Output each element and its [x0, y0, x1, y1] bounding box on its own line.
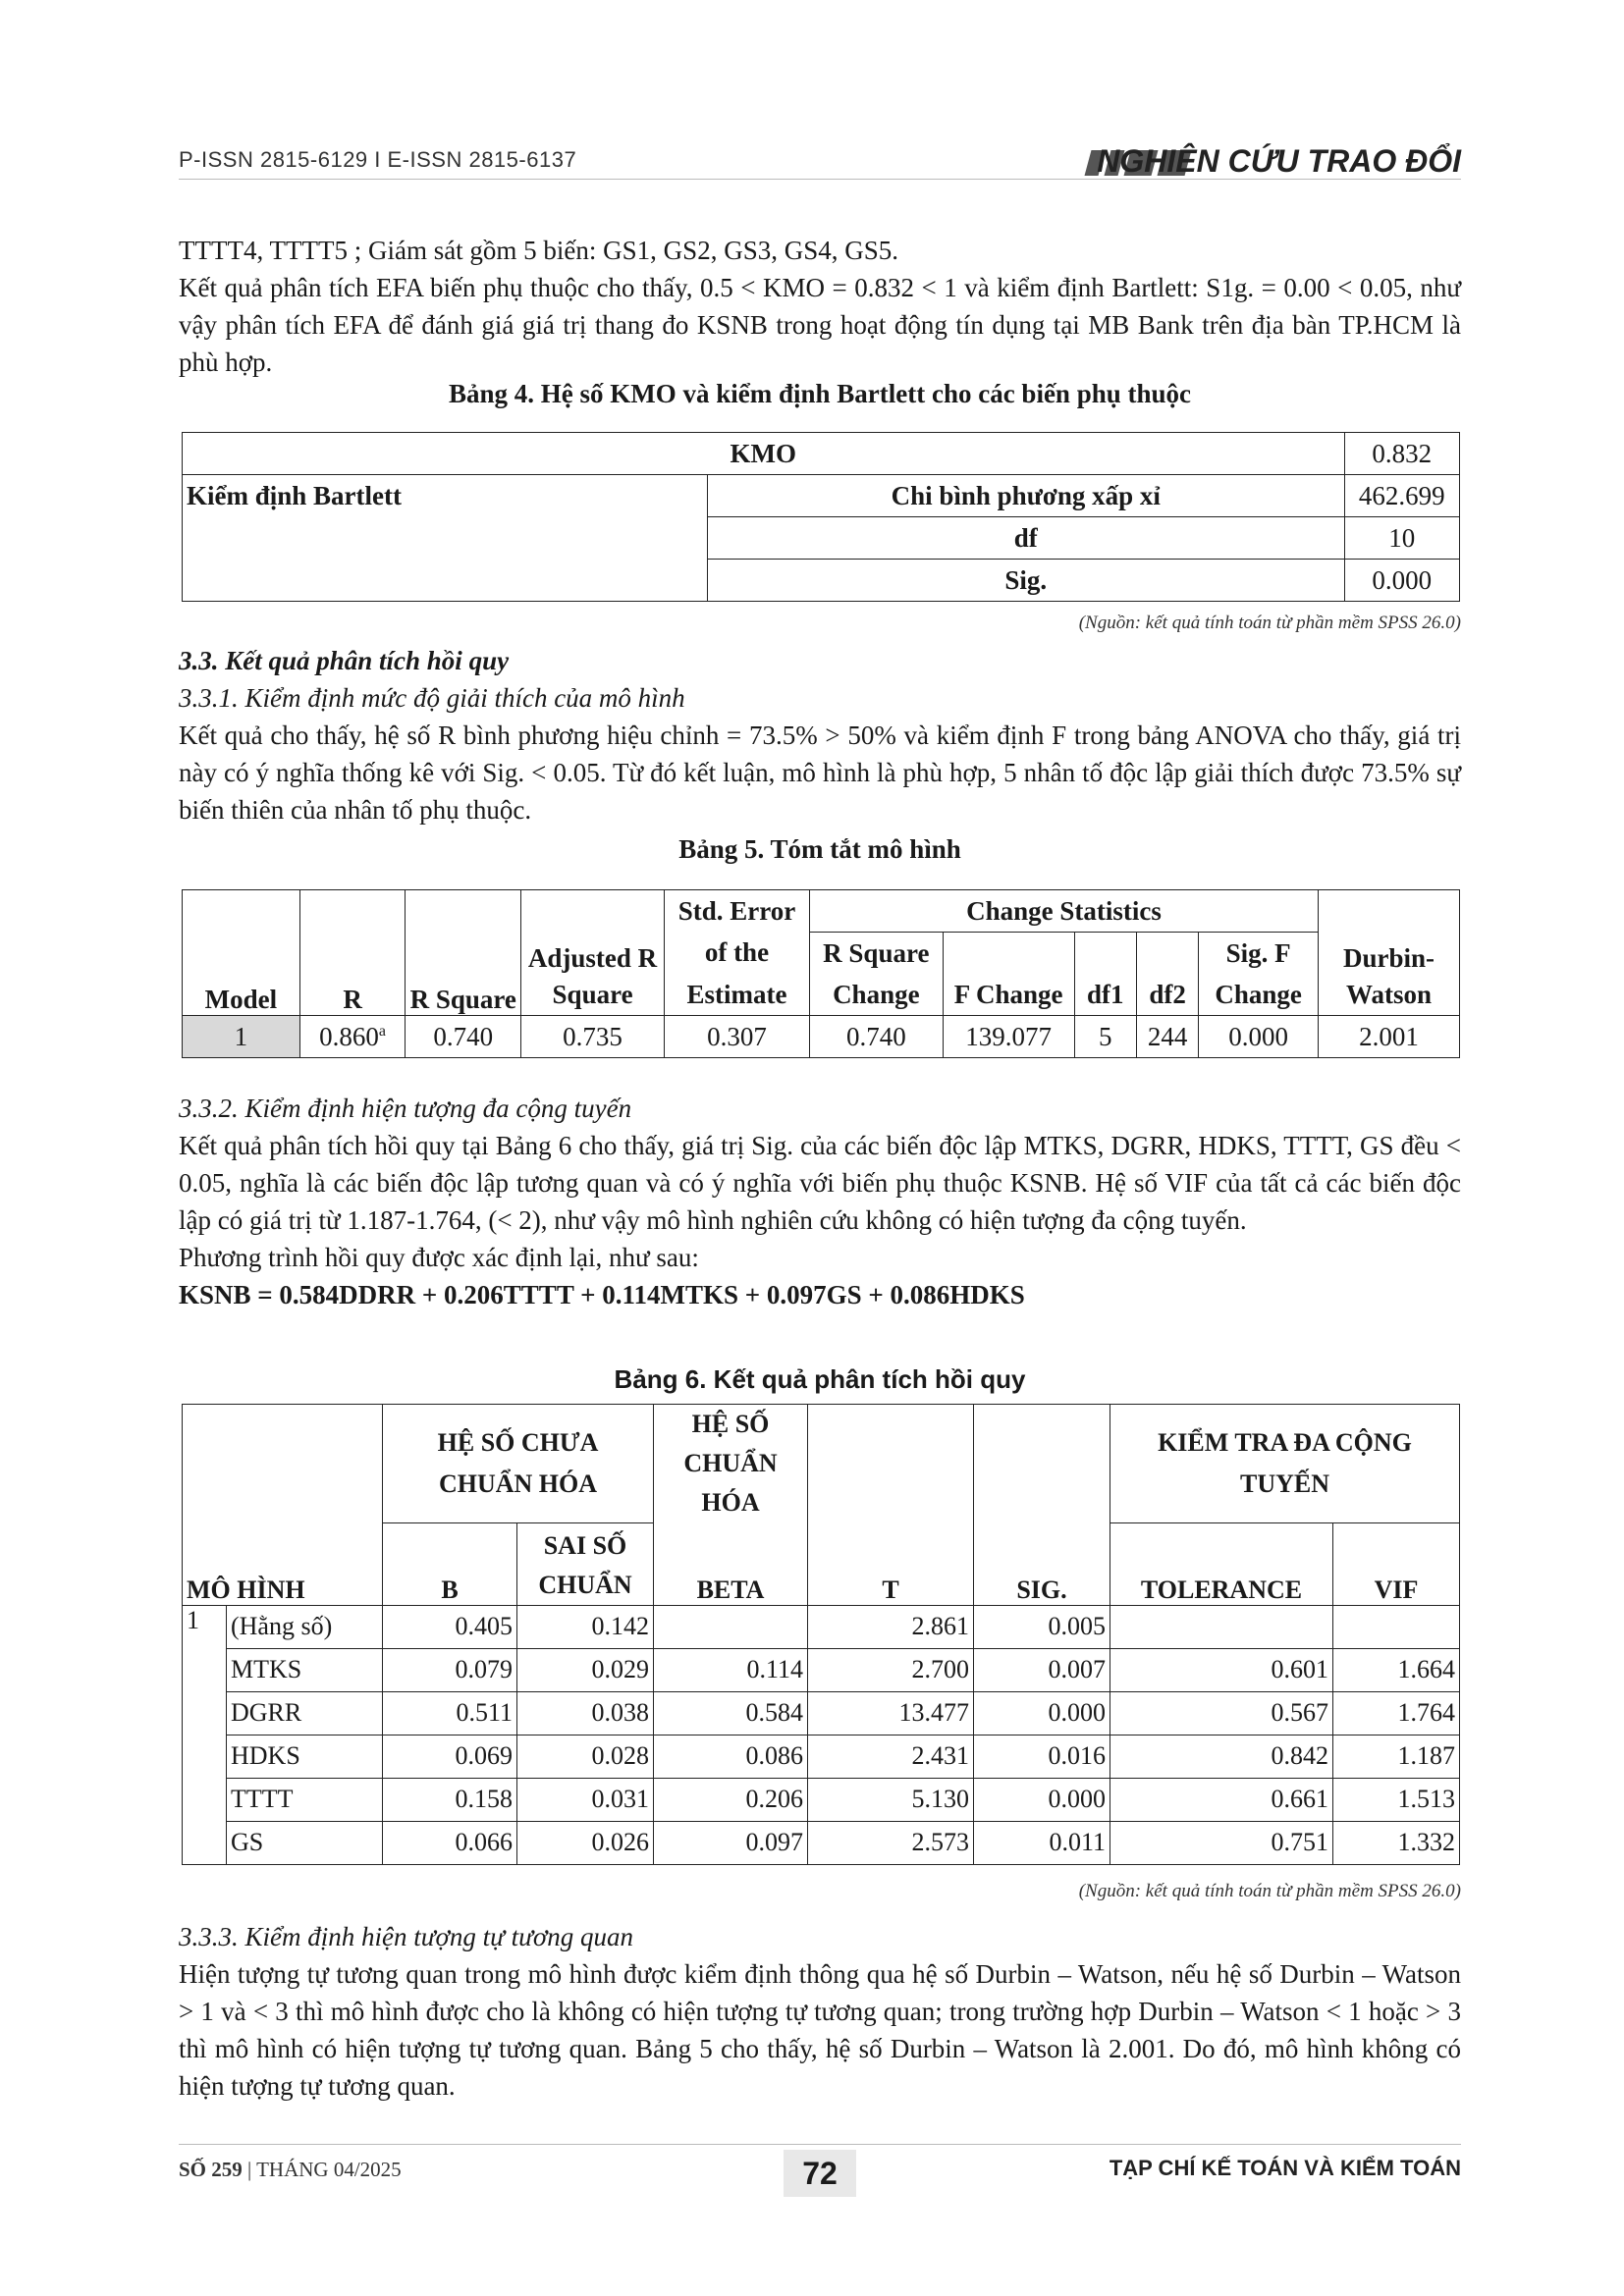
t6-row-name: TTTT	[227, 1778, 383, 1821]
section333-paragraph: Hiện tượng tự tương quan trong mô hình được kiểm định thông qua hệ số Durbin – Watson, nếu hệ số Durbin – Watson > 1 và < 3 thì mô hình được cho là không có hiện tượng tự tương quan; trong trường hợp Durbin – Watson < 1 hoặc > 3 thì mô hình có hiện tượng tự tương quan. Bảng 5 cho thấy, hệ số Durbin – Watson là 2.001. Do đó, mô hình không có hiện tượng tự tương quan.	[179, 1959, 1461, 2101]
journal-name: TẠP CHÍ KẾ TOÁN VÀ KIỂM TOÁN	[1109, 2156, 1461, 2180]
t6-cell: 0.097	[654, 1821, 808, 1864]
section331-heading: 3.3.1. Kiểm định mức độ giải thích của mô hình	[179, 683, 685, 713]
t6-h-mohinh: MÔ HÌNH	[183, 1405, 383, 1606]
t6-cell: 0.011	[974, 1821, 1110, 1864]
table5	[182, 889, 1460, 1058]
t6-cell: 1.764	[1333, 1691, 1460, 1735]
t6-h-tolerance: TOLERANCE	[1110, 1522, 1333, 1605]
t5-h-df1: df1	[1074, 974, 1136, 1016]
t6-cell: 0.114	[654, 1648, 808, 1691]
t6-cell: 0.005	[974, 1605, 1110, 1648]
t6-cell: 0.661	[1110, 1778, 1333, 1821]
section333-text	[179, 1918, 1461, 2105]
t5-df1: 5	[1074, 1016, 1136, 1058]
t5-h-std-1: Std. Error	[665, 890, 810, 933]
t5-sigf: 0.000	[1199, 1016, 1319, 1058]
t5-h-rsquare: R Square	[406, 890, 521, 1016]
t5-h-sigf-2: Change	[1199, 974, 1319, 1016]
header-divider	[179, 179, 1461, 180]
t6-h-se-2: CHUẨN	[538, 1570, 632, 1599]
t5-h-adjr-1: Adjusted R	[521, 890, 665, 975]
section332-text	[179, 1090, 1461, 1313]
t5-h-rsc-1: R Square	[809, 933, 943, 975]
t6-cell: 0.069	[383, 1735, 517, 1778]
t6-h-vif: VIF	[1333, 1522, 1460, 1605]
t6-row-name: HDKS	[227, 1735, 383, 1778]
t5-h-blank	[943, 933, 1074, 975]
t6-h-std-3: HÓA	[701, 1488, 760, 1517]
t6-cell: 0.158	[383, 1778, 517, 1821]
t6-cell	[654, 1605, 808, 1648]
t6-cell: 0.142	[517, 1605, 654, 1648]
t6-h-std	[654, 1405, 808, 1523]
t6-cell: 0.511	[383, 1691, 517, 1735]
table4	[182, 432, 1460, 602]
t5-r-value: 0.860	[319, 1021, 379, 1051]
intro-line: TTTT4, TTTT5 ; Giám sát gồm 5 biến: GS1, GS2, GS3, GS4, GS5.	[179, 236, 898, 265]
t5-h-blank	[1074, 933, 1136, 975]
kmo-label: KMO	[183, 433, 1345, 475]
t5-h-model: Model	[183, 890, 300, 1016]
t6-cell: 2.431	[808, 1735, 974, 1778]
t5-dw: 2.001	[1319, 1016, 1460, 1058]
section333-heading: 3.3.3. Kiểm định hiện tượng tự tương quan	[179, 1922, 633, 1951]
t5-h-r: R	[299, 890, 406, 1016]
t6-cell: 0.028	[517, 1735, 654, 1778]
issn-line: P-ISSN 2815-6129 I E-ISSN 2815-6137	[179, 147, 577, 172]
t6-cell: 0.567	[1110, 1691, 1333, 1735]
t6-cell	[1110, 1605, 1333, 1648]
t5-h-change-stats: Change Statistics	[809, 890, 1318, 933]
intro-text	[179, 232, 1461, 381]
t6-model-no: 1	[183, 1605, 227, 1864]
t6-cell: 13.477	[808, 1691, 974, 1735]
t6-cell: 0.206	[654, 1778, 808, 1821]
t6-h-sig: SIG.	[974, 1405, 1110, 1606]
t6-cell: 5.130	[808, 1778, 974, 1821]
t6-cell: 0.000	[974, 1691, 1110, 1735]
t6-cell: 0.031	[517, 1778, 654, 1821]
t5-h-blank	[1136, 933, 1198, 975]
t6-cell: 0.079	[383, 1648, 517, 1691]
t6-cell: 2.700	[808, 1648, 974, 1691]
t5-h-dw-1: Durbin-	[1319, 890, 1460, 975]
footer-issue-number: SỐ 259	[179, 2158, 243, 2181]
t6-cell: 0.038	[517, 1691, 654, 1735]
t6-cell: 2.861	[808, 1605, 974, 1648]
t5-stderr: 0.307	[665, 1016, 810, 1058]
t6-row-name: GS	[227, 1821, 383, 1864]
t6-cell: 0.842	[1110, 1735, 1333, 1778]
section33-text	[179, 642, 1461, 828]
t6-row-name: MTKS	[227, 1648, 383, 1691]
t5-h-fchange: F Change	[943, 974, 1074, 1016]
t6-h-std-1: HỆ SỐ	[691, 1410, 770, 1438]
t6-cell: 0.601	[1110, 1648, 1333, 1691]
section-title: NGHIÊN CỨU TRAO ĐỔI	[1097, 143, 1461, 179]
table4-source: (Nguồn: kết quả tính toán từ phần mềm SPSS 26.0)	[1078, 613, 1461, 633]
t5-adjr: 0.735	[521, 1016, 665, 1058]
t5-h-rsc-2: Change	[809, 974, 943, 1016]
t5-fchange: 139.077	[943, 1016, 1074, 1058]
t5-rsquare: 0.740	[406, 1016, 521, 1058]
table6-caption: Bảng 6. Kết quả phân tích hồi quy	[614, 1364, 1026, 1394]
intro-paragraph: Kết quả phân tích EFA biến phụ thuộc cho thấy, 0.5 < KMO = 0.832 < 1 và kiểm định Bartlett: S1g. = 0.00 < 0.05, như vậy phân tích EFA để đánh giá giá trị thang đo KSNB trong hoạt động tín dụng tại MB Bank trên địa bàn TP.HCM là phù hợp.	[179, 273, 1461, 377]
t6-cell: 0.751	[1110, 1821, 1333, 1864]
t6-h-unstd-2: CHUẨN HÓA	[438, 1468, 598, 1498]
footer-month: | THÁNG 04/2025	[247, 2158, 402, 2181]
t6-cell: 0.029	[517, 1648, 654, 1691]
regression-equation: KSNB = 0.584DDRR + 0.206TTTT + 0.114MTKS + 0.097GS + 0.086HDKS	[179, 1280, 1025, 1309]
t5-h-std-2: of the	[665, 933, 810, 975]
table4-row-value: 0.000	[1344, 560, 1460, 602]
table6	[182, 1404, 1460, 1865]
table4-row-label: df	[708, 517, 1345, 560]
table5-caption: Bảng 5. Tóm tắt mô hình	[678, 834, 961, 864]
t6-h-unstd	[383, 1405, 654, 1523]
t6-cell: 0.584	[654, 1691, 808, 1735]
table4-row-value: 10	[1344, 517, 1460, 560]
footer-divider	[179, 2144, 1461, 2145]
section332-paragraph: Kết quả phân tích hồi quy tại Bảng 6 cho thấy, giá trị Sig. của các biến độc lập MTKS, DGRR, HDKS, TTTT, GS đều < 0.05, nghĩa là các biến độc lập tương quan và có ý nghĩa với biến phụ thuộc KSNB. Hệ số VIF của tất cả các biến độc lập có giá trị từ 1.187-1.764, (< 2), như vậy mô hình nghiên cứu không có hiện tượng đa cộng tuyến.	[179, 1131, 1461, 1235]
bartlett-label: Kiểm định Bartlett	[183, 475, 708, 602]
t6-h-collin-2: TUYẾN	[1239, 1468, 1329, 1498]
t6-cell: 2.573	[808, 1821, 974, 1864]
t6-h-se-1: SAI SỐ	[543, 1530, 627, 1560]
section332-line: Phương trình hồi quy được xác định lại, như sau:	[179, 1243, 699, 1272]
table4-row-label: Chi bình phương xấp xỉ	[708, 475, 1345, 517]
t5-r-sup: a	[378, 1022, 386, 1040]
t6-cell: 1.187	[1333, 1735, 1460, 1778]
t6-cell: 0.016	[974, 1735, 1110, 1778]
t5-rsc: 0.740	[809, 1016, 943, 1058]
section331-paragraph: Kết quả cho thấy, hệ số R bình phương hiệu chỉnh = 73.5% > 50% và kiểm định F trong bảng ANOVA cho thấy, giá trị này có ý nghĩa thống kê với Sig. < 0.05. Từ đó kết luận, mô hình là phù hợp, 5 nhân tố độc lập giải thích được 73.5% sự biến thiên của nhân tố phụ thuộc.	[179, 721, 1461, 825]
t5-model: 1	[183, 1016, 300, 1058]
table6-source: (Nguồn: kết quả tính toán từ phần mềm SPSS 26.0)	[1078, 1881, 1461, 1901]
table4-row-label: Sig.	[708, 560, 1345, 602]
t5-df2: 244	[1136, 1016, 1198, 1058]
t6-cell: 0.066	[383, 1821, 517, 1864]
table4-row-value: 462.699	[1344, 475, 1460, 517]
t6-cell: 0.007	[974, 1648, 1110, 1691]
t6-cell	[1333, 1605, 1460, 1648]
t5-r	[299, 1016, 406, 1058]
t5-h-dw-2: Watson	[1319, 974, 1460, 1016]
footer-issue	[179, 2158, 402, 2182]
t6-row-name: (Hằng số)	[227, 1605, 383, 1648]
t6-h-beta: BETA	[654, 1522, 808, 1605]
section33-heading: 3.3. Kết quả phân tích hồi quy	[179, 646, 510, 675]
t6-row-name: DGRR	[227, 1691, 383, 1735]
t6-h-collin-1: KIỂM TRA ĐA CỘNG	[1158, 1427, 1412, 1457]
t6-cell: 1.664	[1333, 1648, 1460, 1691]
t6-h-std-2: CHUẨN	[683, 1449, 778, 1477]
t6-h-unstd-1: HỆ SỐ CHƯA	[437, 1427, 599, 1457]
t6-cell: 0.405	[383, 1605, 517, 1648]
table4-caption: Bảng 4. Hệ số KMO và kiểm định Bartlett cho các biến phụ thuộc	[448, 379, 1192, 408]
t6-cell: 0.000	[974, 1778, 1110, 1821]
section332-heading: 3.3.2. Kiểm định hiện tượng đa cộng tuyến	[179, 1094, 632, 1123]
t6-h-b: B	[383, 1522, 517, 1605]
t5-h-adjr-2: Square	[521, 974, 665, 1016]
t6-h-collin	[1110, 1405, 1460, 1523]
kmo-value: 0.832	[1344, 433, 1460, 475]
t6-cell: 0.026	[517, 1821, 654, 1864]
t6-h-se	[517, 1522, 654, 1605]
t6-h-t: T	[808, 1405, 974, 1606]
t6-cell: 0.086	[654, 1735, 808, 1778]
t5-h-std-3: Estimate	[665, 974, 810, 1016]
t5-h-df2: df2	[1136, 974, 1198, 1016]
t6-cell: 1.513	[1333, 1778, 1460, 1821]
page-number: 72	[784, 2150, 856, 2197]
t6-cell: 1.332	[1333, 1821, 1460, 1864]
t5-h-sigf-1: Sig. F	[1199, 933, 1319, 975]
